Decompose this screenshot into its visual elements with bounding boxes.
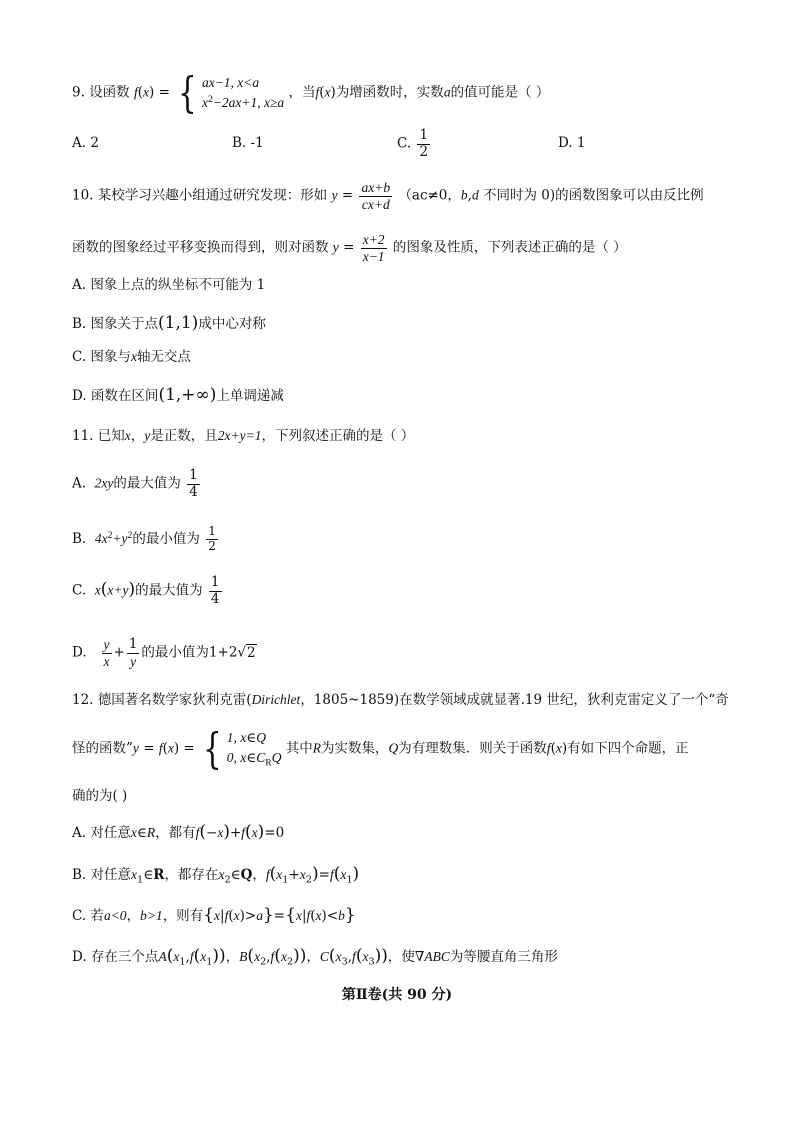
q12-option-d: D. 存在三个点$A(x_1,f(x_1))$，$B(x_2,f(x_2))$，$C(x_3,f(x_3))$，使∇ABC为等腰直角三角形 [72, 946, 558, 968]
q9-line: 9. 设函数 f(x) = { ax−1, x<a $x^2-2ax+1$, x≥a ，当f(x)为增函数时，实数a的值可能是（ ） [72, 68, 550, 117]
q12-piecewise: { 1, x∈Q 0, $x\in C_RQ$ [203, 724, 282, 774]
q9-option-d: D. 1 [558, 135, 586, 151]
q9-option-a: A. 2 [72, 135, 99, 151]
q9-number: 9. [72, 84, 85, 101]
q11-option-b: B. $4x^2+y^2$的最小值为 $\frac{1}{2}$ [72, 524, 216, 553]
q12-option-c: C. 若a<0，b>1，则有{x|f(x)>a}={x|f(x)<b} [72, 905, 356, 925]
left-brace-icon: { [178, 68, 197, 117]
q11-option-a: A. 2xy的最大值为 $\frac{1}{4}$ [72, 467, 198, 500]
q12-line1: 12. 德国著名数学家狄利克雷(Dirichlet，1805~1859)在数学领域成就显著.19 世纪，狄利克雷定义了一个“奇 [72, 692, 729, 708]
q9-middle: ，当 [288, 84, 316, 101]
q9-case2: $x^2-2ax+1$, x≥a [201, 94, 285, 110]
q11-option-c: C. x(x+y)的最大值为 $\frac{1}{4}$ [72, 574, 220, 607]
q12-option-a: A. 对任意x∈R，都有f(−x)+f(x)=0 [72, 822, 285, 842]
q11-option-d: D. $\frac{y}{x}$ + $\frac{1}{y}$ 的最小值为1+2√2 [72, 636, 256, 669]
q9-mid2: 为增函数时，实数 [335, 84, 444, 101]
q10-option-c: C. 图象与x轴无交点 [72, 349, 191, 365]
q9-option-c: C. $\frac{1}{2}$ [397, 127, 429, 160]
q9-case1: ax−1, x<a [201, 75, 260, 91]
q10-option-b: B. 图象关于点(1,1)成中心对称 [72, 313, 266, 333]
q10-option-a: A. 图象上点的纵坐标不可能为 1 [72, 277, 266, 293]
q9-option-b: B. -1 [232, 135, 264, 151]
q12-option-b: B. 对任意$x_1\in R$，都存在$x_2\in Q$，$f(x_1+x_2)=f(x_1)$ [72, 864, 360, 886]
q10-line1: 10. 某校学习兴趣小组通过研究发现：形如 y = $\frac{ax+b}{cx+d}$ （ac≠0，b,d 不同时为 0)的函数图象可以由反比例 [72, 180, 704, 212]
left-brace-icon: { [203, 724, 222, 774]
q9-prefix: 设函数 [89, 84, 130, 101]
q9-piecewise [174, 68, 285, 117]
q10-line2: 函数的图象经过平移变换而得到，则对函数 y = $\frac{x+2}{x-1}$ 的图象及性质，下列表述正确的是（ ） [72, 232, 627, 264]
q9-fx: f [133, 84, 138, 100]
q10-option-d: D. 函数在区间(1,+∞)上单调递减 [72, 385, 284, 405]
q11-line: 11. 已知x，y是正数，且2x+y=1，下列叙述正确的是（ ） [72, 428, 415, 444]
q12-line3: 确的为( ) [72, 788, 128, 804]
q9-tail: 的值可能是（ ） [450, 84, 550, 101]
q12-line2: 怪的函数”y = f(x) = { 1, x∈Q 0, $x\in C_RQ$ 其中R为实数集，Q为有理数集．则关于函数f(x)有如下四个命题，正 [72, 724, 689, 774]
section-title: 第Ⅱ卷(共 90 分) [341, 987, 453, 1003]
